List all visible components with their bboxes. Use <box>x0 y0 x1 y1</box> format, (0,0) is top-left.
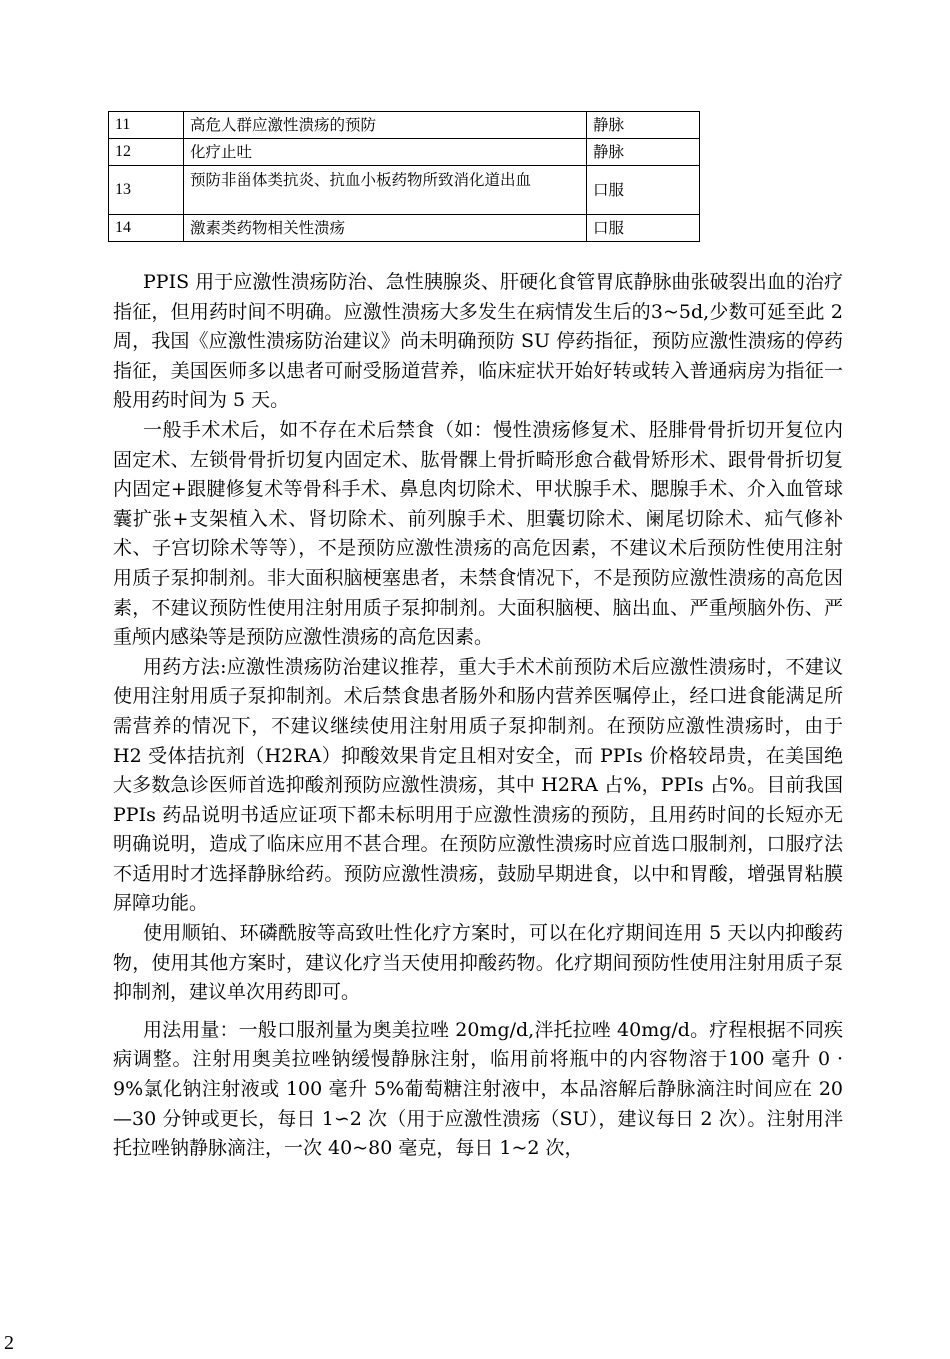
route-cell: 口服 <box>587 166 700 215</box>
indication-cell: 高危人群应激性溃疡的预防 <box>184 112 587 139</box>
table-row <box>109 215 700 242</box>
indications-table <box>108 111 700 242</box>
paragraph-chemotherapy: 使用顺铂、环磷酰胺等高致吐性化疗方案时，可以在化疗期间连用 5 天以内抑酸药物，使用其他方案时，建议化疗当天使用抑酸药物。化疗期间预防性使用注射用质子泵抑制剂，建议单次用药即可。 <box>113 922 843 1004</box>
row-number: 13 <box>109 166 184 215</box>
table-row <box>109 112 700 139</box>
paragraph-ppis-indications: PPIS 用于应激性溃疡防治、急性胰腺炎、肝硬化食管胃底静脉曲张破裂出血的治疗指征，但用药时间不明确。应激性溃疡大多发生在病情发生后的3~5d,少数可延至此 2 周，我国《应激性溃疡防治建议》尚未明确预防 SU 停药指征，预防应激性溃疡的停药指征，美国医师多以患者可耐受肠道营养，临床症状开始好转或转入普通病房为指征一般用药时间为 5 天。 <box>113 271 843 412</box>
table-row <box>109 166 700 215</box>
indication-cell: 预防非甾体类抗炎、抗血小板药物所致消化道出血 <box>184 166 587 215</box>
body-text <box>113 268 843 1164</box>
indication-cell: 化疗止吐 <box>184 139 587 166</box>
paragraph-postoperative: 一般手术术后，如不存在术后禁食（如：慢性溃疡修复术、胫腓骨骨折切开复位内固定术、左锁骨骨折切复内固定术、肱骨髁上骨折畸形愈合截骨矫形术、跟骨骨折切复内固定+跟腱修复术等骨科手术、鼻息肉切除术、甲状腺手术、腮腺手术、介入血管球囊扩张+支架植入术、肾切除术、前列腺手术、胆囊切除术、阑尾切除术、疝气修补术、子宫切除术等等），不是预防应激性溃疡的高危因素，不建议术后预防性使用注射用质子泵抑制剂。非大面积脑梗塞患者，未禁食情况下，不是预防应激性溃疡的高危因素，不建议预防性使用注射用质子泵抑制剂。大面积脑梗、脑出血、严重颅脑外伤、严重颅内感染等是预防应激性溃疡的高危因素。 <box>113 418 843 649</box>
route-cell: 静脉 <box>587 139 700 166</box>
paragraph-administration-method: 用药方法:应激性溃疡防治建议推荐，重大手术术前预防术后应激性溃疡时，不建议使用注射用质子泵抑制剂。术后禁食患者肠外和肠内营养医嘱停止，经口进食能满足所需营养的情况下，不建议继续使用注射用质子泵抑制剂。在预防应激性溃疡时，由于 H2 受体拮抗剂（H2RA）抑酸效果肯定且相对安全，而 PPIs 价格较昂贵，在美国绝大多数急诊医师首选抑酸剂预防应激性溃疡，其中 H2RA 占%，PPIs 占%。目前我国 PPIs 药品说明书适应证项下都未标明用于应激性溃疡的预防，且用药时间的长短亦无明确说明，造成了临床应用不甚合理。在预防应激性溃疡时应首选口服制剂，口服疗法不适用时才选择静脉给药。预防应激性溃疡，鼓励早期进食，以中和胃酸，增强胃粘膜屏障功能。 <box>113 655 843 915</box>
route-cell: 口服 <box>587 215 700 242</box>
row-number: 11 <box>109 112 184 139</box>
paragraph-dosage: 用法用量：一般口服剂量为奥美拉唑 20mg/d,泮托拉唑 40mg/d。疗程根据不同疾病调整。注射用奥美拉唑钠缓慢静脉注射，临用前将瓶中的内容物溶于100 毫升 0 · 9%氯化钠注射液或 100 毫升 5%葡萄糖注射液中，本品溶解后静脉滴注时间应在 20—30 分钟或更长，每日 1∽2 次（用于应激性溃疡（SU），建议每日 2 次）。注射用泮托拉唑钠静脉滴注，一次 40~80 毫克，每日 1~2 次， <box>113 1018 843 1160</box>
indication-cell: 激素类药物相关性溃疡 <box>184 215 587 242</box>
row-number: 14 <box>109 215 184 242</box>
table-row <box>109 139 700 166</box>
route-cell: 静脉 <box>587 112 700 139</box>
row-number: 12 <box>109 139 184 166</box>
page-number: 2 <box>4 1332 14 1354</box>
